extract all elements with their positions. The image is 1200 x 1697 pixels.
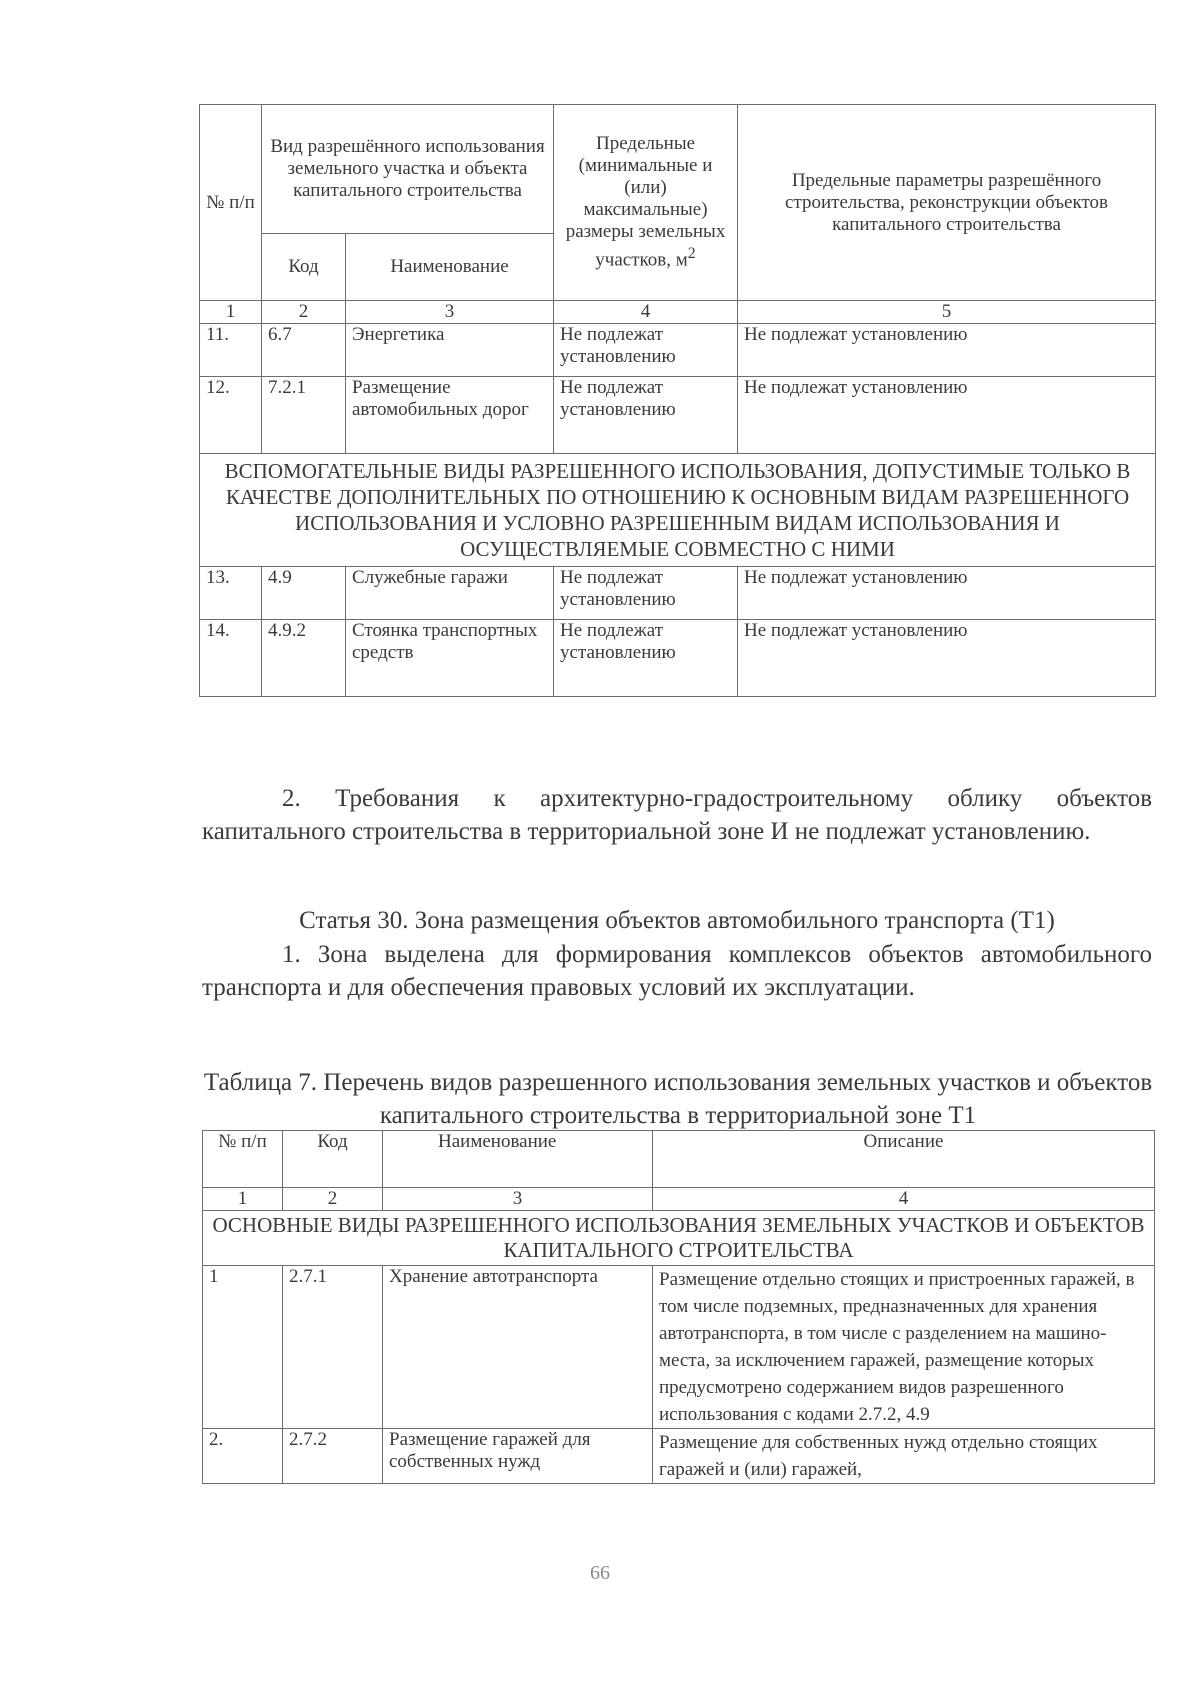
row-size: Не подлежат установлению	[554, 620, 738, 697]
column-number-row	[200, 301, 1156, 324]
row-name: Размещение гаражей для собственных нужд	[383, 1429, 653, 1484]
column-number: 1	[200, 301, 262, 324]
header-description: Описание	[653, 1131, 1155, 1188]
table-row	[203, 1429, 1155, 1484]
row-code: 7.2.1	[262, 377, 346, 454]
row-params: Не подлежат установлению	[738, 324, 1156, 377]
row-params: Не подлежат установлению	[738, 620, 1156, 697]
table-row	[200, 567, 1156, 620]
row-num: 11.	[200, 324, 262, 377]
column-number: 2	[283, 1188, 383, 1211]
table-row	[200, 324, 1156, 377]
row-description: Размещение отдельно стоящих и пристроенных гаражей, в том числе подземных, предназначенных для хранения автотранспорта, в том числе с разделением на машино-места, за исключением гаражей, размещение которых предусмотрено содержанием видов разрешенного использования с кодами 2.7.2, 4.9	[653, 1266, 1155, 1429]
land-use-table-continued	[199, 104, 1156, 697]
paragraph-architecture-requirements: 2. Требования к архитектурно-градостроительному облику объектов капитального строительства в территориальной зоне И не подлежат установлению.	[202, 785, 1152, 845]
row-num: 1	[203, 1266, 283, 1429]
table-row	[200, 620, 1156, 697]
header-row	[203, 1131, 1155, 1188]
row-num: 2.	[203, 1429, 283, 1484]
row-description: Размещение для собственных нужд отдельно стоящих гаражей и (или) гаражей,	[653, 1429, 1155, 1484]
section-row	[200, 454, 1156, 567]
header-code: Код	[283, 1131, 383, 1188]
header-row	[200, 105, 1156, 234]
column-number: 4	[554, 301, 738, 324]
column-number: 5	[738, 301, 1156, 324]
section-heading-main: ОСНОВНЫЕ ВИДЫ РАЗРЕШЕННОГО ИСПОЛЬЗОВАНИЯ ЗЕМЕЛЬНЫХ УЧАСТКОВ И ОБЪЕКТОВ КАПИТАЛЬНОГО СТРОИТЕЛЬСТВА	[203, 1211, 1155, 1266]
row-name: Энергетика	[346, 324, 554, 377]
row-name: Хранение автотранспорта	[383, 1266, 653, 1429]
section-row	[203, 1211, 1155, 1266]
header-use-type: Вид разрешённого использования земельного участка и объекта капитального строительства	[262, 105, 554, 234]
header-name: Наименование	[346, 234, 554, 301]
row-size: Не подлежат установлению	[554, 377, 738, 454]
table-caption: Таблица 7. Перечень видов разрешенного использования земельных участков и объектов капитального строительства в территориальной зоне Т1	[203, 1069, 1153, 1129]
row-params: Не подлежат установлению	[738, 567, 1156, 620]
header-build-params: Предельные параметры разрешённого строительства, реконструкции объектов капитального строительства	[738, 105, 1156, 301]
row-params: Не подлежат установлению	[738, 377, 1156, 454]
row-code: 4.9.2	[262, 620, 346, 697]
row-num: 12.	[200, 377, 262, 454]
row-code: 6.7	[262, 324, 346, 377]
section-heading-auxiliary: ВСПОМОГАТЕЛЬНЫЕ ВИДЫ РАЗРЕШЕННОГО ИСПОЛЬЗОВАНИЯ, ДОПУСТИМЫЕ ТОЛЬКО В КАЧЕСТВЕ ДОПОЛНИТЕЛЬНЫХ ПО ОТНОШЕНИЮ К ОСНОВНЫМ ВИДАМ РАЗРЕШЕННОГО ИСПОЛЬЗОВАНИЯ И УСЛОВНО РАЗРЕШЕННЫМ ВИДАМ ИСПОЛЬЗОВАНИЯ И ОСУЩЕСТВЛЯЕМЫЕ СОВМЕСТНО С НИМИ	[200, 454, 1156, 567]
header-code: Код	[262, 234, 346, 301]
header-plot-sizes: Предельные (минимальные и (или) максимальные) размеры земельных участков, $м^2$	[554, 105, 738, 301]
row-name: Стоянка транспортных средств	[346, 620, 554, 697]
row-size: Не подлежат установлению	[554, 567, 738, 620]
table-row	[200, 377, 1156, 454]
article-paragraph-1: 1. Зона выделена для формирования комплексов объектов автомобильного транспорта и для обеспечения правовых условий их эксплуатации.	[202, 941, 1152, 1001]
page-number: 66	[590, 1562, 610, 1584]
row-num: 13.	[200, 567, 262, 620]
column-number: 2	[262, 301, 346, 324]
land-use-table-t1	[202, 1130, 1155, 1484]
article-title: Статья 30. Зона размещения объектов автомобильного транспорта (Т1)	[299, 907, 1055, 934]
row-code: 2.7.2	[283, 1429, 383, 1484]
row-code: 4.9	[262, 567, 346, 620]
row-code: 2.7.1	[283, 1266, 383, 1429]
column-number: 4	[653, 1188, 1155, 1211]
table-row	[203, 1266, 1155, 1429]
column-number-row	[203, 1188, 1155, 1211]
row-num: 14.	[200, 620, 262, 697]
header-name: Наименование	[383, 1131, 653, 1188]
column-number: 1	[203, 1188, 283, 1211]
row-name: Размещение автомобильных дорог	[346, 377, 554, 454]
header-num: № п/п	[200, 105, 262, 301]
column-number: 3	[346, 301, 554, 324]
column-number: 3	[383, 1188, 653, 1211]
row-size: Не подлежат установлению	[554, 324, 738, 377]
header-num: № п/п	[203, 1131, 283, 1188]
row-name: Служебные гаражи	[346, 567, 554, 620]
